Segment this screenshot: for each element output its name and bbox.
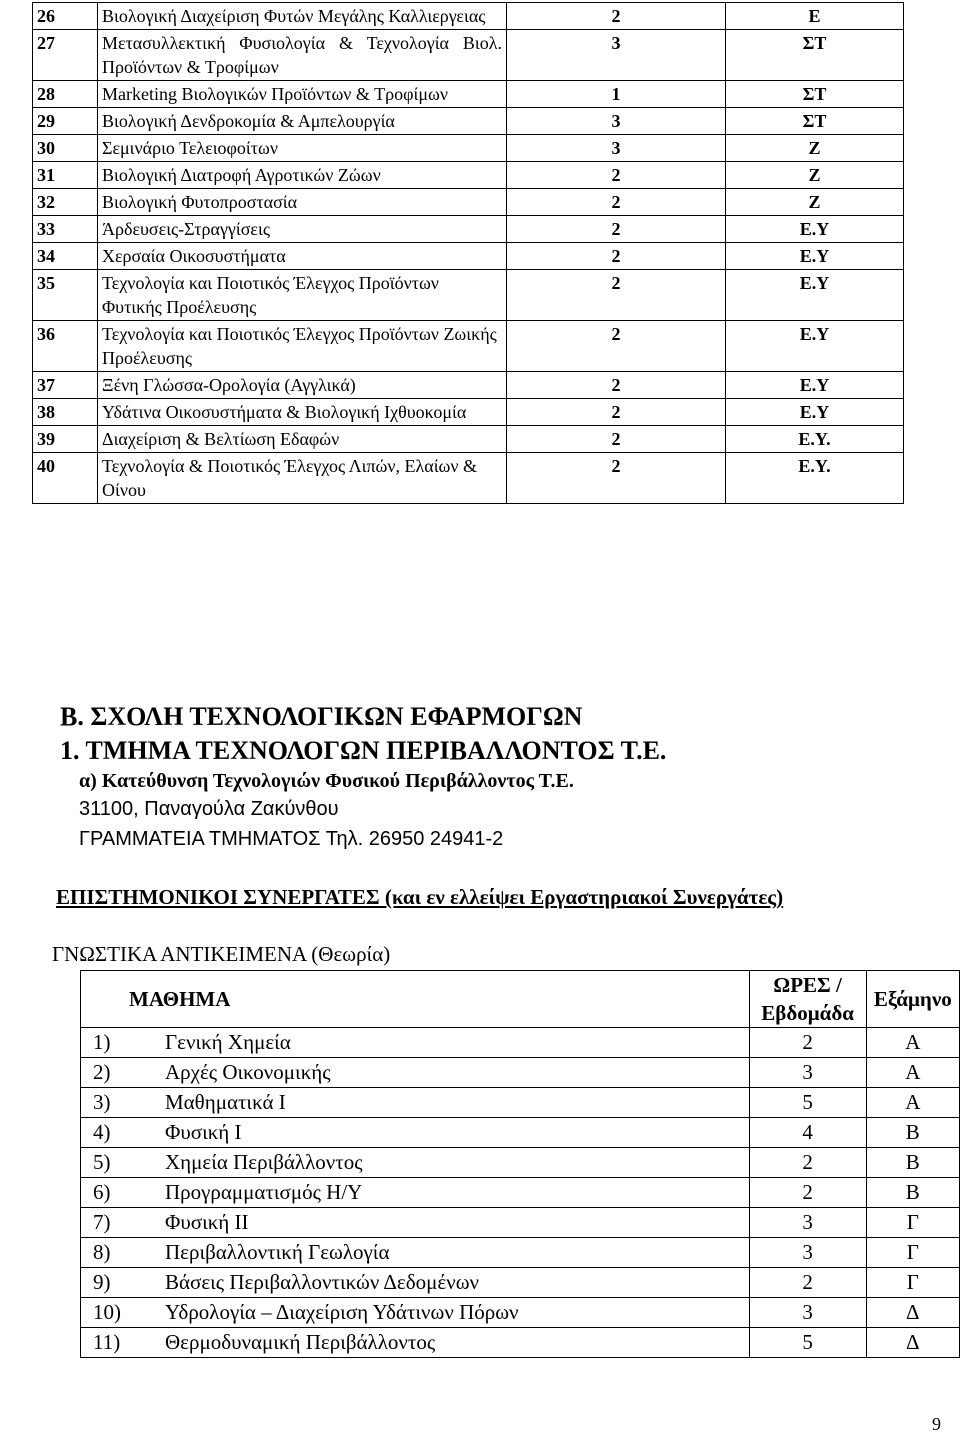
table-row	[33, 3, 904, 30]
course-name: Βιολογική Διατροφή Αγροτικών Ζώων	[98, 162, 507, 189]
semester: Γ	[866, 1268, 959, 1298]
weekly-hours: 2	[507, 321, 726, 372]
table-row	[81, 1028, 960, 1058]
upper-course-table-body	[33, 3, 904, 504]
row-index: 6)	[81, 1178, 160, 1208]
course-name: Υδάτινα Οικοσυστήματα & Βιολογική Ιχθυοκομία	[98, 399, 507, 426]
row-number: 35	[33, 270, 98, 321]
semester: Ζ	[726, 162, 904, 189]
knowledge-heading: ΓΝΩΣΤΙΚΑ ΑΝΤΙΚΕΙΜΕΝΑ (Θεωρία)	[52, 942, 391, 966]
weekly-hours: 2	[749, 1148, 866, 1178]
course-name: Αρχές Οικονομικής	[159, 1058, 749, 1088]
table-row	[81, 1088, 960, 1118]
weekly-hours: 2	[507, 189, 726, 216]
row-index: 8)	[81, 1238, 160, 1268]
weekly-hours: 2	[749, 1028, 866, 1058]
weekly-hours: 2	[507, 3, 726, 30]
upper-course-table	[32, 2, 904, 504]
semester: Ε.Υ	[726, 321, 904, 372]
course-name: Άρδευσεις-Στραγγίσεις	[98, 216, 507, 243]
weekly-hours: 5	[749, 1328, 866, 1358]
table-row	[33, 270, 904, 321]
table-row	[33, 216, 904, 243]
course-name: Τεχνολογία και Ποιοτικός Έλεγχος Προϊόντων Ζωικής Προέλευσης	[98, 321, 507, 372]
semester: Ε.Υ	[726, 270, 904, 321]
semester: Ε.Υ.	[726, 453, 904, 504]
weekly-hours: 2	[507, 426, 726, 453]
table-row	[33, 30, 904, 81]
table-row	[81, 1118, 960, 1148]
row-index: 1)	[81, 1028, 160, 1058]
course-name: Γενική Χημεία	[159, 1028, 749, 1058]
header-course: ΜΑΘΗΜΑ	[81, 971, 750, 1028]
semester: Β	[866, 1148, 959, 1178]
weekly-hours: 2	[507, 372, 726, 399]
direction-heading: α) Κατεύθυνση Τεχνολογιών Φυσικού Περιβάλλοντος Τ.Ε.	[79, 770, 574, 792]
collaborators-heading: ΕΠΙΣΤΗΜΟΝΙΚΟΙ ΣΥΝΕΡΓΑΤΕΣ (και εν ελλείψει Εργαστηριακοί Συνεργάτες)	[56, 885, 784, 909]
weekly-hours: 4	[749, 1118, 866, 1148]
semester: ΣΤ	[726, 81, 904, 108]
semester: Β	[866, 1178, 959, 1208]
table-row	[33, 135, 904, 162]
theory-course-table-body	[81, 1028, 960, 1358]
semester: Ε	[726, 3, 904, 30]
course-name: Περιβαλλοντική Γεωλογία	[159, 1238, 749, 1268]
course-name: Μετασυλλεκτική Φυσιολογία & Τεχνολογία Βιολ. Προϊόντων & Τροφίμων	[98, 30, 507, 81]
table-row	[81, 1178, 960, 1208]
weekly-hours: 3	[749, 1238, 866, 1268]
table-row	[33, 426, 904, 453]
course-name: Βιολογική Φυτοπροστασία	[98, 189, 507, 216]
school-heading: Β. ΣΧΟΛΗ ΤΕΧΝΟΛΟΓΙΚΩΝ ΕΦΑΡΜΟΓΩΝ	[60, 702, 583, 731]
semester: Α	[866, 1088, 959, 1118]
semester: Α	[866, 1028, 959, 1058]
page-number: 9	[932, 1414, 941, 1434]
row-number: 27	[33, 30, 98, 81]
table-row	[81, 1298, 960, 1328]
row-number: 40	[33, 453, 98, 504]
course-name: Χημεία Περιβάλλοντος	[159, 1148, 749, 1178]
weekly-hours: 2	[507, 162, 726, 189]
semester: Ε.Υ	[726, 216, 904, 243]
row-number: 29	[33, 108, 98, 135]
table-row	[81, 1148, 960, 1178]
row-number: 31	[33, 162, 98, 189]
row-index: 11)	[81, 1328, 160, 1358]
course-name: Βιολογική Δενδροκομία & Αμπελουργία	[98, 108, 507, 135]
table-row	[33, 399, 904, 426]
weekly-hours: 2	[507, 243, 726, 270]
table-row	[81, 1328, 960, 1358]
weekly-hours: 2	[749, 1268, 866, 1298]
semester: Ε.Υ	[726, 399, 904, 426]
table-row	[33, 243, 904, 270]
weekly-hours: 1	[507, 81, 726, 108]
row-number: 39	[33, 426, 98, 453]
row-number: 33	[33, 216, 98, 243]
semester: Ζ	[726, 135, 904, 162]
semester: Ε.Υ	[726, 372, 904, 399]
row-number: 38	[33, 399, 98, 426]
table-row	[33, 453, 904, 504]
course-name: Φυσική Ι	[159, 1118, 749, 1148]
department-heading: 1. ΤΜΗΜΑ ΤΕΧΝΟΛΟΓΩΝ ΠΕΡΙΒΑΛΛΟΝΤΟΣ Τ.Ε.	[60, 736, 667, 765]
row-index: 10)	[81, 1298, 160, 1328]
row-index: 3)	[81, 1088, 160, 1118]
row-index: 5)	[81, 1148, 160, 1178]
header-semester: Εξάμηνο	[866, 971, 959, 1028]
row-number: 32	[33, 189, 98, 216]
row-index: 7)	[81, 1208, 160, 1238]
header-hours-line1: ΩΡΕΣ /	[773, 973, 842, 997]
table-row	[33, 189, 904, 216]
row-number: 36	[33, 321, 98, 372]
address: 31100, Παναγούλα Ζακύνθου	[79, 798, 339, 820]
weekly-hours: 3	[749, 1058, 866, 1088]
weekly-hours: 2	[507, 453, 726, 504]
course-name: Βιολογική Διαχείριση Φυτών Μεγάλης Καλλιεργειας	[98, 3, 507, 30]
theory-course-table	[80, 970, 960, 1358]
weekly-hours: 5	[749, 1088, 866, 1118]
course-name: Ξένη Γλώσσα-Ορολογία (Αγγλικά)	[98, 372, 507, 399]
weekly-hours: 2	[749, 1178, 866, 1208]
course-name: Διαχείριση & Βελτίωση Εδαφών	[98, 426, 507, 453]
semester: Ζ	[726, 189, 904, 216]
table-row	[81, 1058, 960, 1088]
course-name: Τεχνολογία & Ποιοτικός Έλεγχος Λιπών, Ελαίων & Οίνου	[98, 453, 507, 504]
row-number: 26	[33, 3, 98, 30]
row-number: 34	[33, 243, 98, 270]
course-name: Βάσεις Περιβαλλοντικών Δεδομένων	[159, 1268, 749, 1298]
row-index: 9)	[81, 1268, 160, 1298]
semester: Γ	[866, 1238, 959, 1268]
row-number: 30	[33, 135, 98, 162]
table-header-row	[81, 971, 960, 1028]
semester: Γ	[866, 1208, 959, 1238]
row-index: 4)	[81, 1118, 160, 1148]
table-row	[33, 372, 904, 399]
semester: Α	[866, 1058, 959, 1088]
table-row	[81, 1268, 960, 1298]
course-name: Marketing Βιολογικών Προϊόντων & Τροφίμων	[98, 81, 507, 108]
table-row	[33, 321, 904, 372]
course-name: Χερσαία Οικοσυστήματα	[98, 243, 507, 270]
weekly-hours: 2	[507, 270, 726, 321]
header-hours-line2: Εβδομάδα	[761, 1001, 854, 1025]
semester: ΣΤ	[726, 108, 904, 135]
secretariat-phone: ΓΡΑΜΜΑΤΕΙΑ ΤΜΗΜΑΤΟΣ Τηλ. 26950 24941-2	[79, 828, 504, 850]
course-name: Υδρολογία – Διαχείριση Υδάτινων Πόρων	[159, 1298, 749, 1328]
course-name: Σεμινάριο Τελειοφοίτων	[98, 135, 507, 162]
weekly-hours: 2	[507, 399, 726, 426]
table-row	[81, 1208, 960, 1238]
weekly-hours: 2	[507, 216, 726, 243]
weekly-hours: 3	[749, 1298, 866, 1328]
semester: Δ	[866, 1298, 959, 1328]
course-name: Τεχνολογία και Ποιοτικός Έλεγχος Προϊόντων Φυτικής Προέλευσης	[98, 270, 507, 321]
row-number: 28	[33, 81, 98, 108]
table-row	[33, 81, 904, 108]
semester: ΣΤ	[726, 30, 904, 81]
semester: Ε.Υ.	[726, 426, 904, 453]
weekly-hours: 3	[507, 30, 726, 81]
table-row	[81, 1238, 960, 1268]
weekly-hours: 3	[507, 108, 726, 135]
weekly-hours: 3	[749, 1208, 866, 1238]
semester: Δ	[866, 1328, 959, 1358]
header-hours	[749, 971, 866, 1028]
course-name: Μαθηματικά Ι	[159, 1088, 749, 1118]
weekly-hours: 3	[507, 135, 726, 162]
row-index: 2)	[81, 1058, 160, 1088]
semester: Β	[866, 1118, 959, 1148]
course-name: Προγραμματισμός Η/Υ	[159, 1178, 749, 1208]
table-row	[33, 162, 904, 189]
course-name: Φυσική ΙΙ	[159, 1208, 749, 1238]
table-row	[33, 108, 904, 135]
course-name: Θερμοδυναμική Περιβάλλοντος	[159, 1328, 749, 1358]
row-number: 37	[33, 372, 98, 399]
semester: Ε.Υ	[726, 243, 904, 270]
